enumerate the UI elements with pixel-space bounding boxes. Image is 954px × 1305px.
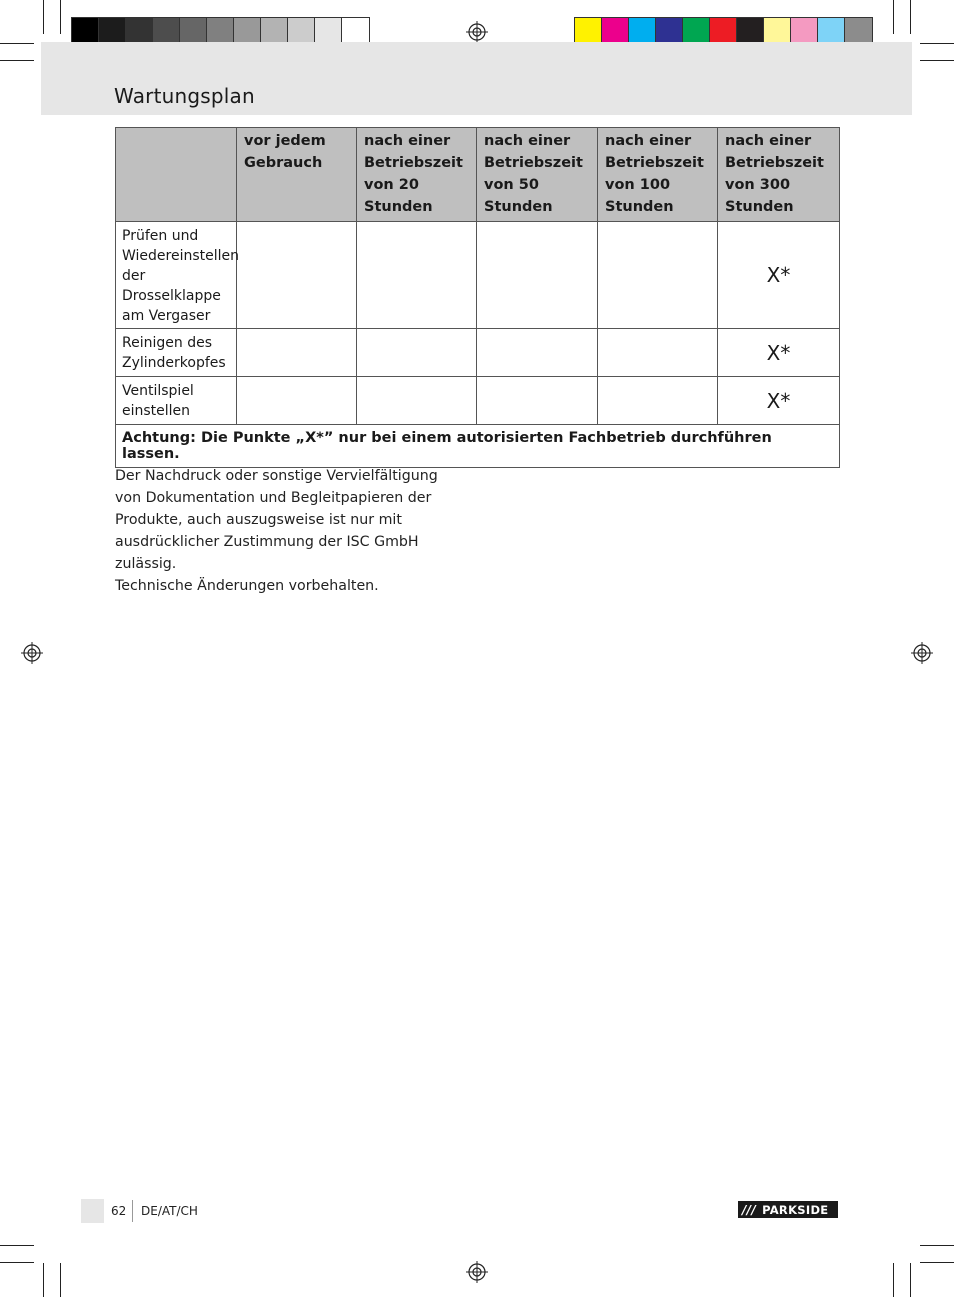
crop-mark [910, 1263, 911, 1297]
crop-mark [920, 43, 954, 44]
crop-mark [60, 0, 61, 34]
maintenance-table [115, 127, 840, 468]
column-header: vor jedem Gebrauch [237, 128, 357, 222]
color-swatch [710, 18, 737, 44]
crop-mark [920, 1245, 954, 1246]
schedule-cell: X* [718, 377, 840, 425]
schedule-cell [237, 329, 357, 377]
color-swatch [153, 18, 180, 44]
column-header: nach einer Betriebszeit von 50 Stunden [477, 128, 598, 222]
crop-mark [43, 1263, 44, 1297]
footer-marker [81, 1199, 104, 1223]
parkside-logo [738, 1201, 838, 1218]
schedule-cell [598, 377, 718, 425]
column-header: nach einer Betriebszeit von 300 Stunden [718, 128, 840, 222]
footer-divider [132, 1200, 133, 1222]
schedule-cell [237, 222, 357, 329]
crop-mark [920, 60, 954, 61]
copyright-paragraph: Der Nachdruck oder sonstige Vervielfältigung von Dokumentation und Begleitpapieren der Produkte, auch auszugsweise ist nur mit ausdrücklicher Zustimmung der ISC GmbH zulässig. [115, 468, 438, 572]
crop-mark [910, 0, 911, 34]
registration-mark-icon [466, 21, 488, 43]
color-swatch [683, 18, 710, 44]
schedule-cell [237, 377, 357, 425]
color-swatch [315, 18, 342, 44]
color-swatch [791, 18, 818, 44]
schedule-cell [477, 329, 598, 377]
crop-mark [893, 1263, 894, 1297]
registration-mark-icon [466, 1261, 488, 1283]
table-header-row [116, 128, 840, 222]
color-swatch [602, 18, 629, 44]
schedule-cell [357, 377, 477, 425]
language-code: DE/AT/CH [141, 1204, 198, 1218]
schedule-cell [357, 329, 477, 377]
color-swatch [845, 18, 872, 44]
color-swatch [207, 18, 234, 44]
color-swatch [575, 18, 602, 44]
color-swatch [234, 18, 261, 44]
task-cell: Reinigen des Zylinderkopfes [116, 329, 237, 377]
color-swatch [342, 18, 369, 44]
column-header: nach einer Betriebszeit von 100 Stunden [598, 128, 718, 222]
crop-mark [920, 1262, 954, 1263]
table-row [116, 222, 840, 329]
schedule-cell [477, 222, 598, 329]
crop-mark [0, 1245, 34, 1246]
registration-mark-icon [911, 642, 933, 664]
color-swatch [126, 18, 153, 44]
table-note-row [116, 425, 840, 468]
color-swatch [288, 18, 315, 44]
table-row [116, 329, 840, 377]
column-header [116, 128, 237, 222]
color-swatch [818, 18, 845, 44]
task-cell: Prüfen und Wiedereinstellen der Drosselklappe am Vergaser [116, 222, 237, 329]
crop-mark [0, 60, 34, 61]
color-swatch [656, 18, 683, 44]
color-swatch [99, 18, 126, 44]
process-color-bar [574, 17, 873, 45]
changes-paragraph: Technische Änderungen vorbehalten. [115, 578, 379, 594]
table-row [116, 377, 840, 425]
logo-stripes-icon: /// [742, 1202, 757, 1217]
schedule-cell [357, 222, 477, 329]
task-cell: Ventilspiel einstellen [116, 377, 237, 425]
schedule-cell: X* [718, 329, 840, 377]
column-header: nach einer Betriebszeit von 20 Stunden [357, 128, 477, 222]
color-swatch [72, 18, 99, 44]
page-title: Wartungsplan [114, 84, 255, 108]
schedule-cell [598, 329, 718, 377]
page-number: 62 [111, 1204, 127, 1218]
schedule-cell: X* [718, 222, 840, 329]
crop-mark [893, 0, 894, 34]
crop-mark [60, 1263, 61, 1297]
color-swatch [180, 18, 207, 44]
color-swatch [261, 18, 288, 44]
schedule-cell [477, 377, 598, 425]
color-swatch [737, 18, 764, 44]
brand-name: PARKSIDE [762, 1202, 829, 1217]
color-swatch [764, 18, 791, 44]
registration-mark-icon [21, 642, 43, 664]
schedule-cell [598, 222, 718, 329]
gray-color-bar [71, 17, 370, 45]
warning-note: Achtung: Die Punkte „X*” nur bei einem autorisierten Fachbetrieb durchführen lassen. [116, 425, 840, 468]
crop-mark [0, 1262, 34, 1263]
color-swatch [629, 18, 656, 44]
crop-mark [43, 0, 44, 34]
crop-mark [0, 43, 34, 44]
